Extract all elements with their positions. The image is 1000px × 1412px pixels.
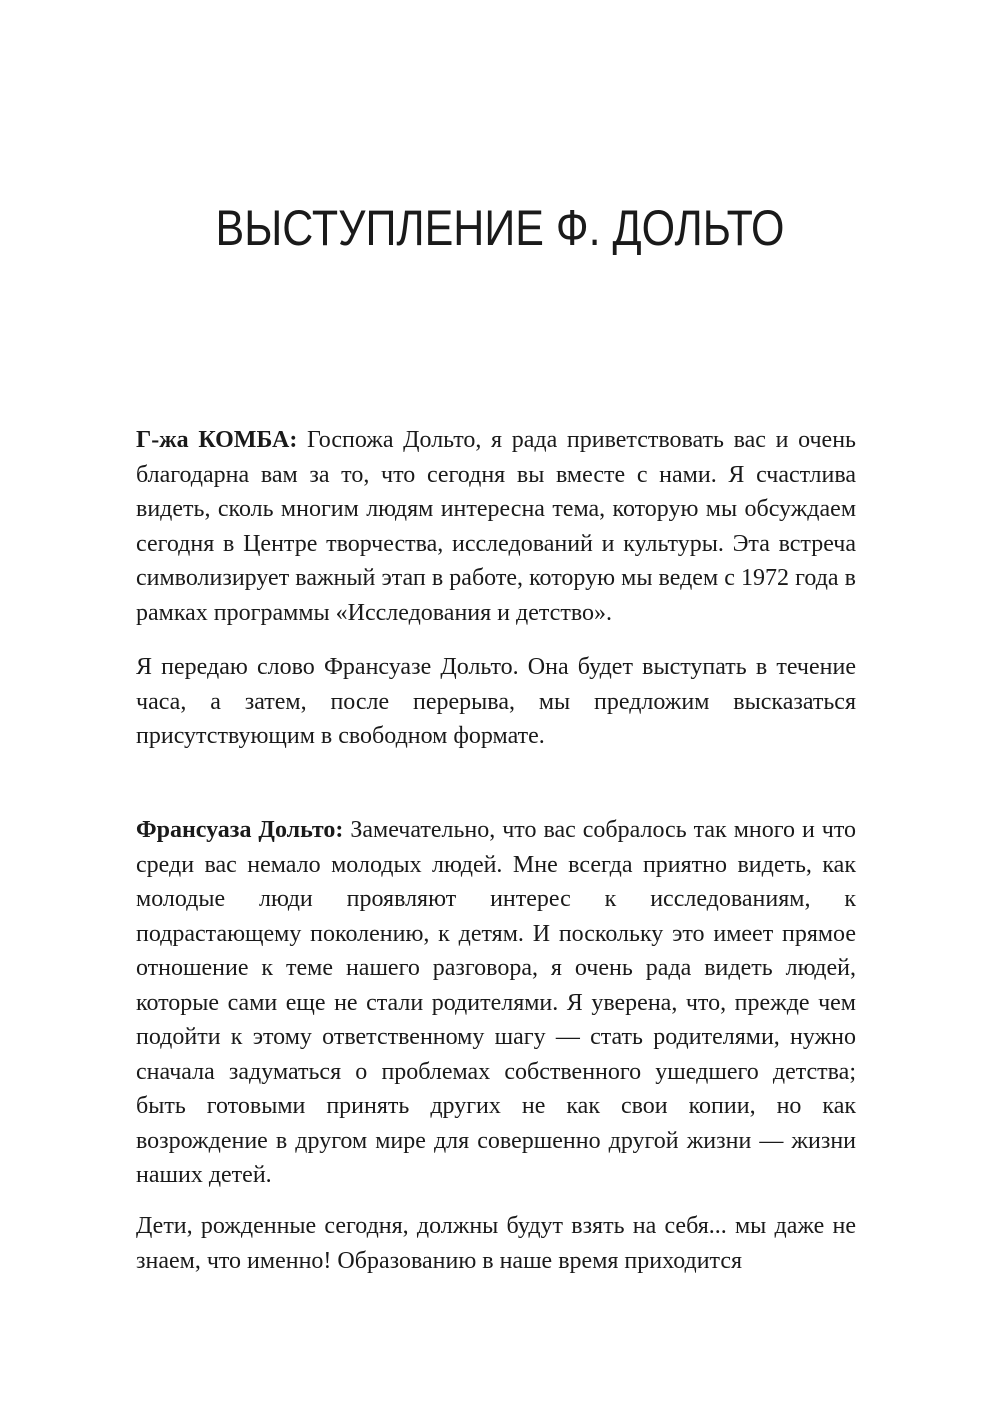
speaker-name: Г-жа КОМБА:	[136, 427, 298, 453]
paragraph-comba-greeting	[136, 423, 856, 630]
paragraph-comba-handover	[136, 650, 856, 754]
paragraph-text: Дети, рожденные сегодня, должны будут взять на себя... мы даже не знаем, что именно! Образованию в наше время приходится	[136, 1213, 856, 1274]
paragraph-text: Я передаю слово Франсуазе Дольто. Она будет выступать в течение часа, а затем, после перерыва, мы предложим высказаться присутствующим в свободном формате.	[136, 654, 856, 749]
chapter-title: ВЫСТУПЛЕНИЕ Ф. ДОЛЬТО	[215, 200, 785, 256]
paragraph-text: Замечательно, что вас собралось так много и что среди вас немало молодых людей. Мне всегда приятно видеть, как молодые люди проявляют интерес к исследованиям, к подрастающему поколению, к детям. И поскольку это имеет прямое отношение к теме нашего разговора, я очень рада видеть людей, которые сами еще не стали родителями. Я уверена, что, прежде чем подойти к этому ответственному шагу — стать родителями, нужно сначала задуматься о проблемах собственного ушедшего детства; быть готовыми принять других не как свои копии, но как возрождение в другом мире для совершенно другой жизни — жизни наших детей.	[136, 817, 857, 1188]
paragraph-dolto-opening	[136, 813, 856, 1193]
speaker-name: Франсуаза Дольто:	[136, 817, 344, 843]
paragraph-text: Госпожа Дольто, я рада приветствовать вас и очень благодарна вам за то, что сегодня вы вместе с нами. Я счастлива видеть, сколь многим людям интересна тема, которую мы обсуждаем сегодня в Центре творчества, исследований и культуры. Эта встреча символизирует важный этап в работе, которую мы ведем с 1972 года в рамках программы «Исследования и детство».	[136, 427, 856, 626]
paragraph-dolto-continuation	[136, 1209, 856, 1278]
